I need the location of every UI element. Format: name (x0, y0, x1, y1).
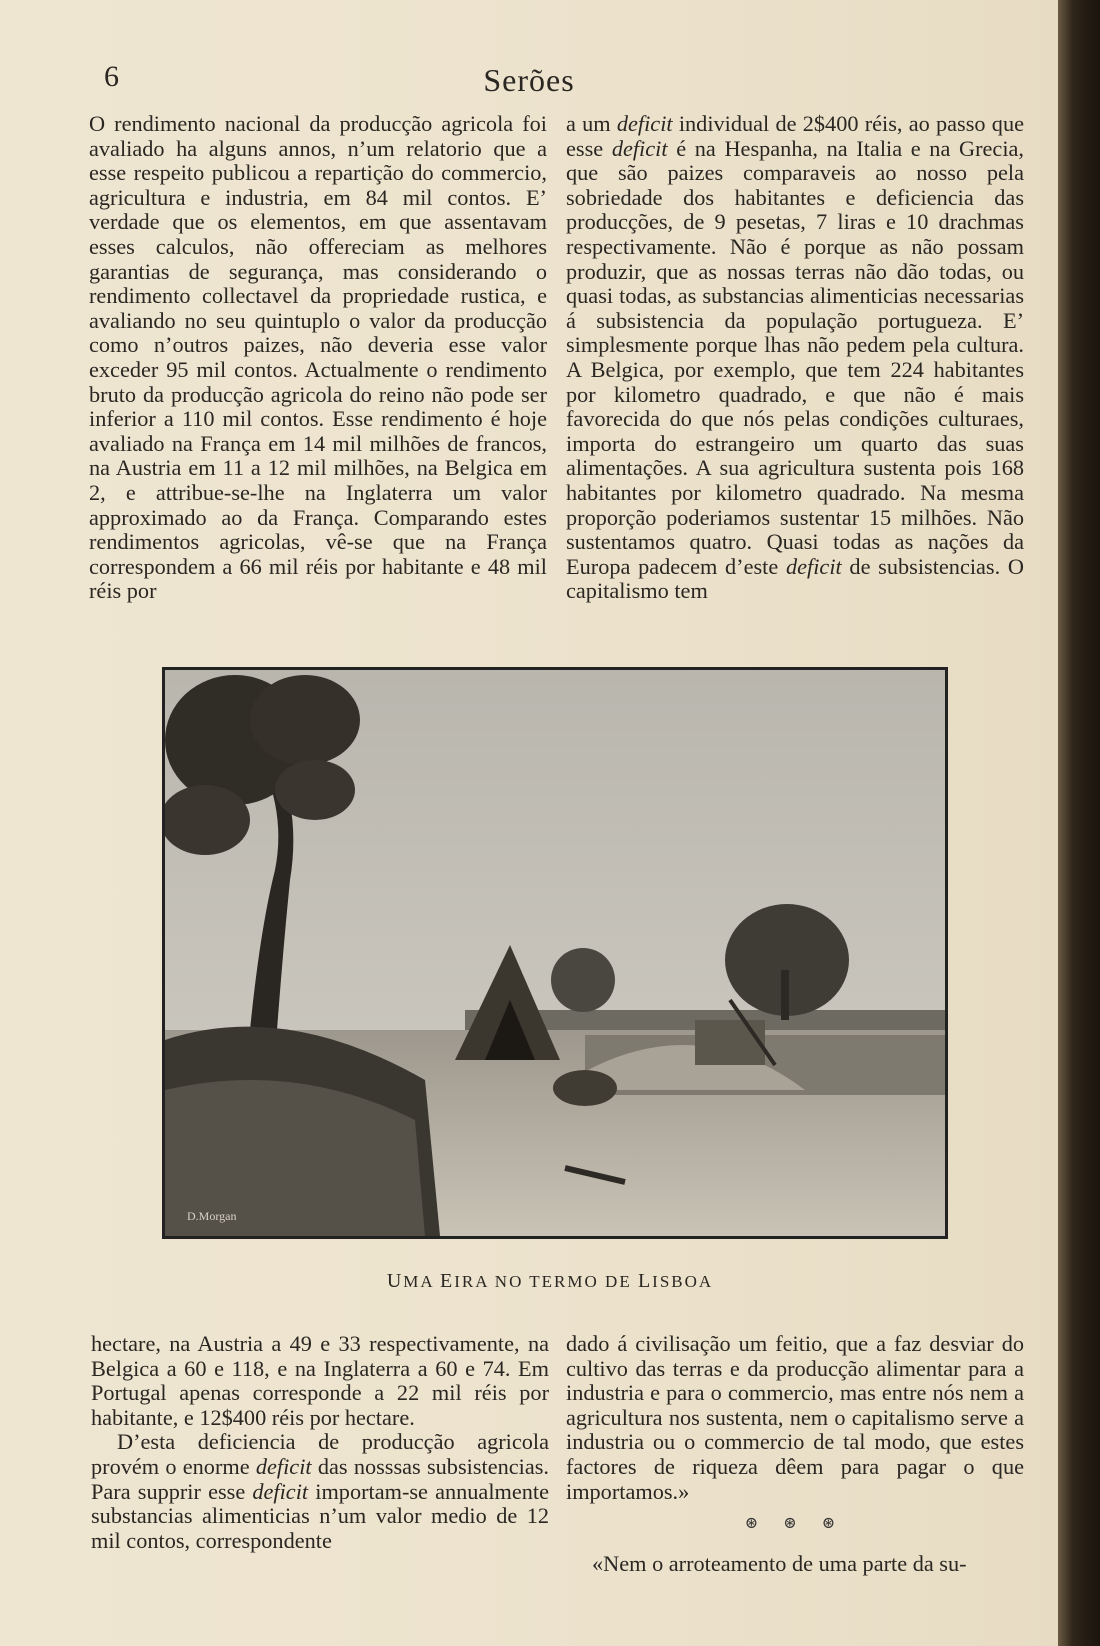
text-run: hectare, na Austria a 49 e 33 respectivamente, na Belgica a 60 e 118, e na Inglaterra a 60 e 74. Em Portugal apenas corresponde a 22 mil réis por habitante, e 12$400 réis por hectare. (91, 1331, 549, 1430)
paragraph (91, 1430, 549, 1553)
text-run: «Nem o arroteamento de uma parte da su- (592, 1551, 967, 1576)
caption-part: U (386, 1270, 404, 1292)
italic-term: deficit (252, 1478, 309, 1504)
paragraph (89, 112, 547, 604)
column-bottom-left (91, 1332, 549, 1553)
text-run: a um (566, 111, 617, 136)
column-bottom-right (566, 1332, 1024, 1504)
caption-part: ISBOA (652, 1272, 714, 1291)
paragraph (566, 1552, 1024, 1577)
figure-caption (0, 1270, 1100, 1293)
book-binding-edge (1058, 0, 1100, 1646)
text-run: é na Hespanha, na Italia e na Grecia, que são paizes comparaveis ao nosso pela sobriedade dos habitantes e deficiencia das producções, de 9 pesetas, 7 liras e 10 drachmas respectivamente. Não é porque as não possam produzir, que as nossas terras não dão todas, ou quasi todas, as substancias alimenticias necessarias á subsistencia da população portugueza. E’ simplesmente porque lhas não pedem pela cultura. A Belgica, por exemplo, que tem 224 habitantes por kilometro quadrado, e que não é mais favorecida do que nós pelas condições culturaes, importa do estrangeiro um quarto das suas alimentações. A sua agricultura sustenta pois 168 habitantes por kilometro quadrado. Na mesma proporção poderiamos sustentar 15 milhões. Não sustentamos quatro. Quasi todas as nações da Europa padecem d’este (566, 135, 1024, 579)
running-title: Serões (483, 62, 575, 98)
text-run: importam-se annualmente substancias alimenticias n’um valor medio de 12 mil contos, correspondente (91, 1478, 550, 1553)
artist-signature: D.Morgan (187, 1209, 237, 1223)
italic-term: deficit (785, 553, 842, 579)
page-number: 6 (104, 60, 119, 93)
paragraph (566, 1332, 1024, 1504)
paragraph (91, 1332, 549, 1430)
paragraph (566, 112, 1024, 604)
italic-term: deficit (611, 135, 668, 161)
italic-term: deficit (616, 111, 673, 136)
column-top-left (89, 112, 547, 604)
text-run: O rendimento nacional da producção agricola foi avaliado ha alguns annos, n’um relatorio que a esse respeito publicou a repartição do commercio, agricultura e industria, em 84 mil contos. E’ verdade que os elementos, em que assentavam esses calculos, não offereciam as melhores garantias de segurança, mas considerando o rendimento collectavel da propriedade rustica, e avaliando no seu quintuplo o valor da producção como n’outros paizes, não deveria esse valor exceder 95 mil contos. Actualmente o rendimento bruto da producção agricola do reino não pode ser inferior a 110 mil contos. Esse rendimento é hoje avaliado na França em 14 mil milhões de francos, na Austria em 11 a 12 mil milhões, na Belgica em 2, e attribue-se-lhe na Inglaterra um valor approximado ao da França. Comparando estes rendimentos agricolas, vê-se que na França correspondem a 66 mil réis por habitante e 48 mil réis por (89, 111, 547, 604)
section-ornament: ⊛ ⊛ ⊛ (744, 1513, 846, 1532)
column-bottom-right-continuation (566, 1552, 1024, 1577)
caption-part: IRA NO TERMO DE (454, 1272, 638, 1291)
caption-part: MA (403, 1272, 440, 1291)
photograph-threshing-floor (162, 667, 948, 1239)
italic-term: deficit (255, 1453, 312, 1479)
text-run: D’esta deficiencia de producção agricola provém o enorme (91, 1429, 549, 1479)
caption-part: L (637, 1270, 653, 1292)
text-run: dado á civilisação um feitio, que a faz desviar do cultivo das terras e da producção alimentar para a industria e para o commercio, mas entre nós nem a agricultura nos sustenta, nem o capitalismo serve a industria ou o commercio de tal modo, que estes factores de riqueza dêem para pagar o que importamos.» (566, 1331, 1024, 1504)
text-run: individual de 2$400 réis, ao passo que esse (566, 111, 1024, 161)
text-run: de subsistencias. O capitalismo tem (566, 553, 1024, 604)
text-run: das nosssas subsistencias. Para supprir esse (91, 1453, 549, 1504)
column-top-right (566, 112, 1024, 604)
caption-part: E (439, 1270, 455, 1292)
